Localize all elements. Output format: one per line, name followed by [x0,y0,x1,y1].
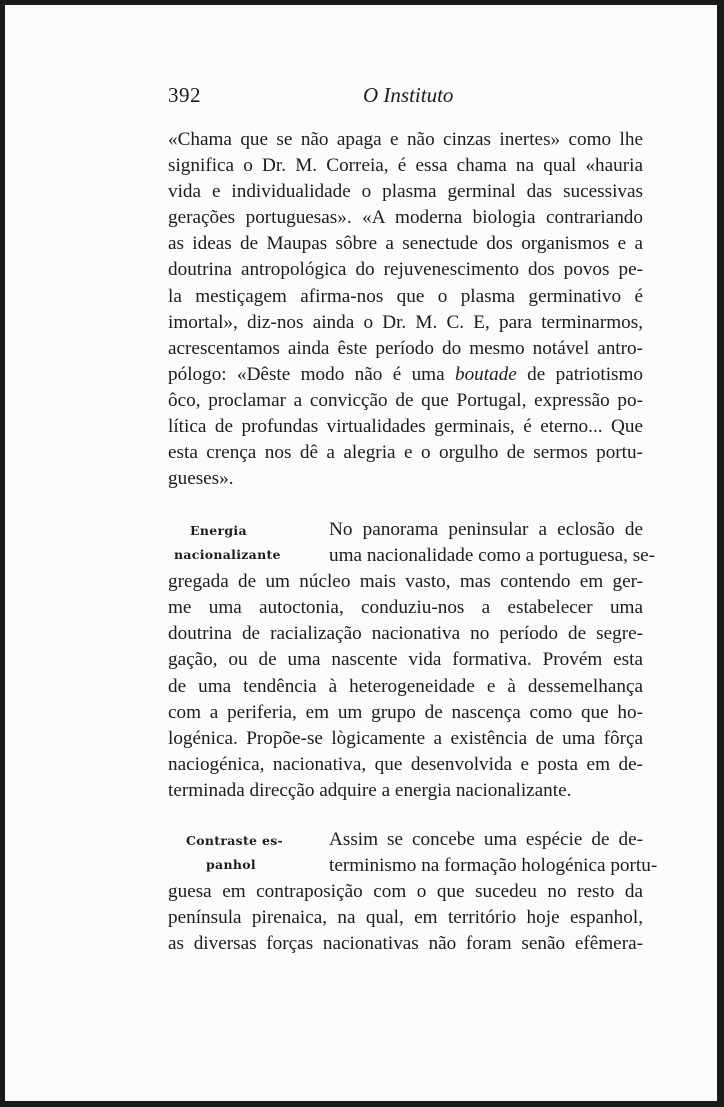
text-line: Assim se concebe uma espécie de de- [329,829,643,850]
text-line: acrescentamos ainda êste período do mesmo notável antro- [168,337,643,359]
text-segment: pólogo: «Dêste modo não é uma [168,363,455,385]
text-line: logénica. Propõe-se lògicamente a existência de uma fôrça [168,727,643,749]
text-line: as ideas de Maupas sôbre a senectude dos organismos e a [168,233,643,255]
text-line: vida e individualidade o plasma germinal das sucessivas [168,181,643,203]
text-line: doutrina de racialização nacionativa no período de segre- [168,623,643,645]
text-line: península pirenaica, na qual, em território hoje espanhol, [168,907,643,929]
text-line: gação, ou de uma nascente vida formativa. Provém esta [168,649,643,671]
text-line: esta crença nos dê a alegria e o orgulho de sermos portu- [168,442,643,464]
paragraph-continuation [168,127,643,492]
section-energia-nacionalizante [168,517,656,804]
text-line: gueses». [168,468,234,490]
text-line: me uma autoctonia, conduziu-nos a estabelecer uma [168,597,643,619]
text-line: doutrina antropológica do rejuvenescimento dos povos pe- [168,259,643,281]
text-line: uma nacionalidade como a portuguesa, se- [329,545,656,567]
page-header [168,83,648,113]
text-line: ôco, proclamar a convicção de que Portugal, expressão po- [168,389,643,411]
text-line: «Chama que se não apaga e não cinzas inertes» como lhe [168,129,643,150]
margin-note-line: panhol [206,857,256,872]
section-contraste-espanhol [168,827,658,957]
running-title: O Instituto [363,83,454,107]
italic-word: boutade [454,363,517,385]
text-line: lítica de profundas virtualidades germinais, é eterno... Que [168,416,643,438]
margin-note-line: nacionalizante [174,547,281,562]
text-line: No panorama peninsular a eclosão de [329,519,643,540]
text-line: as diversas forças nacionativas não foram senão efêmera- [168,933,643,955]
text-line-with-italic [168,362,643,388]
text-line: imortal», diz-nos ainda o Dr. M. C. E, para terminarmos, [168,311,643,333]
text-line: significa o Dr. M. Correia, é essa chama na qual «hauria [168,155,643,177]
margin-note-line: Energia [190,523,247,538]
text-line: com a periferia, em um grupo de nascença como que ho- [168,701,643,723]
text-line: gerações portuguesas». «A moderna biologia contrariando [168,207,643,229]
text-line: naciogénica, nacionativa, que desenvolvida e posta em de- [168,753,643,775]
text-segment: de patriotismo [516,363,644,385]
text-line: de uma tendência à heterogeneidade e à dessemelhança [168,675,643,697]
page-number: 392 [168,83,201,107]
margin-note-line: Contraste es- [186,833,284,848]
book-page [5,5,717,1101]
text-line: terminismo na formação hologénica portu- [329,855,658,877]
text-line: terminada direcção adquire a energia nacionalizante. [168,779,572,801]
text-line: la mestiçagem afirma-nos que o plasma germinativo é [168,285,643,307]
text-line: guesa em contraposição com o que sucedeu no resto da [168,881,643,903]
text-line: gregada de um núcleo mais vasto, mas contendo em ger- [168,571,643,593]
